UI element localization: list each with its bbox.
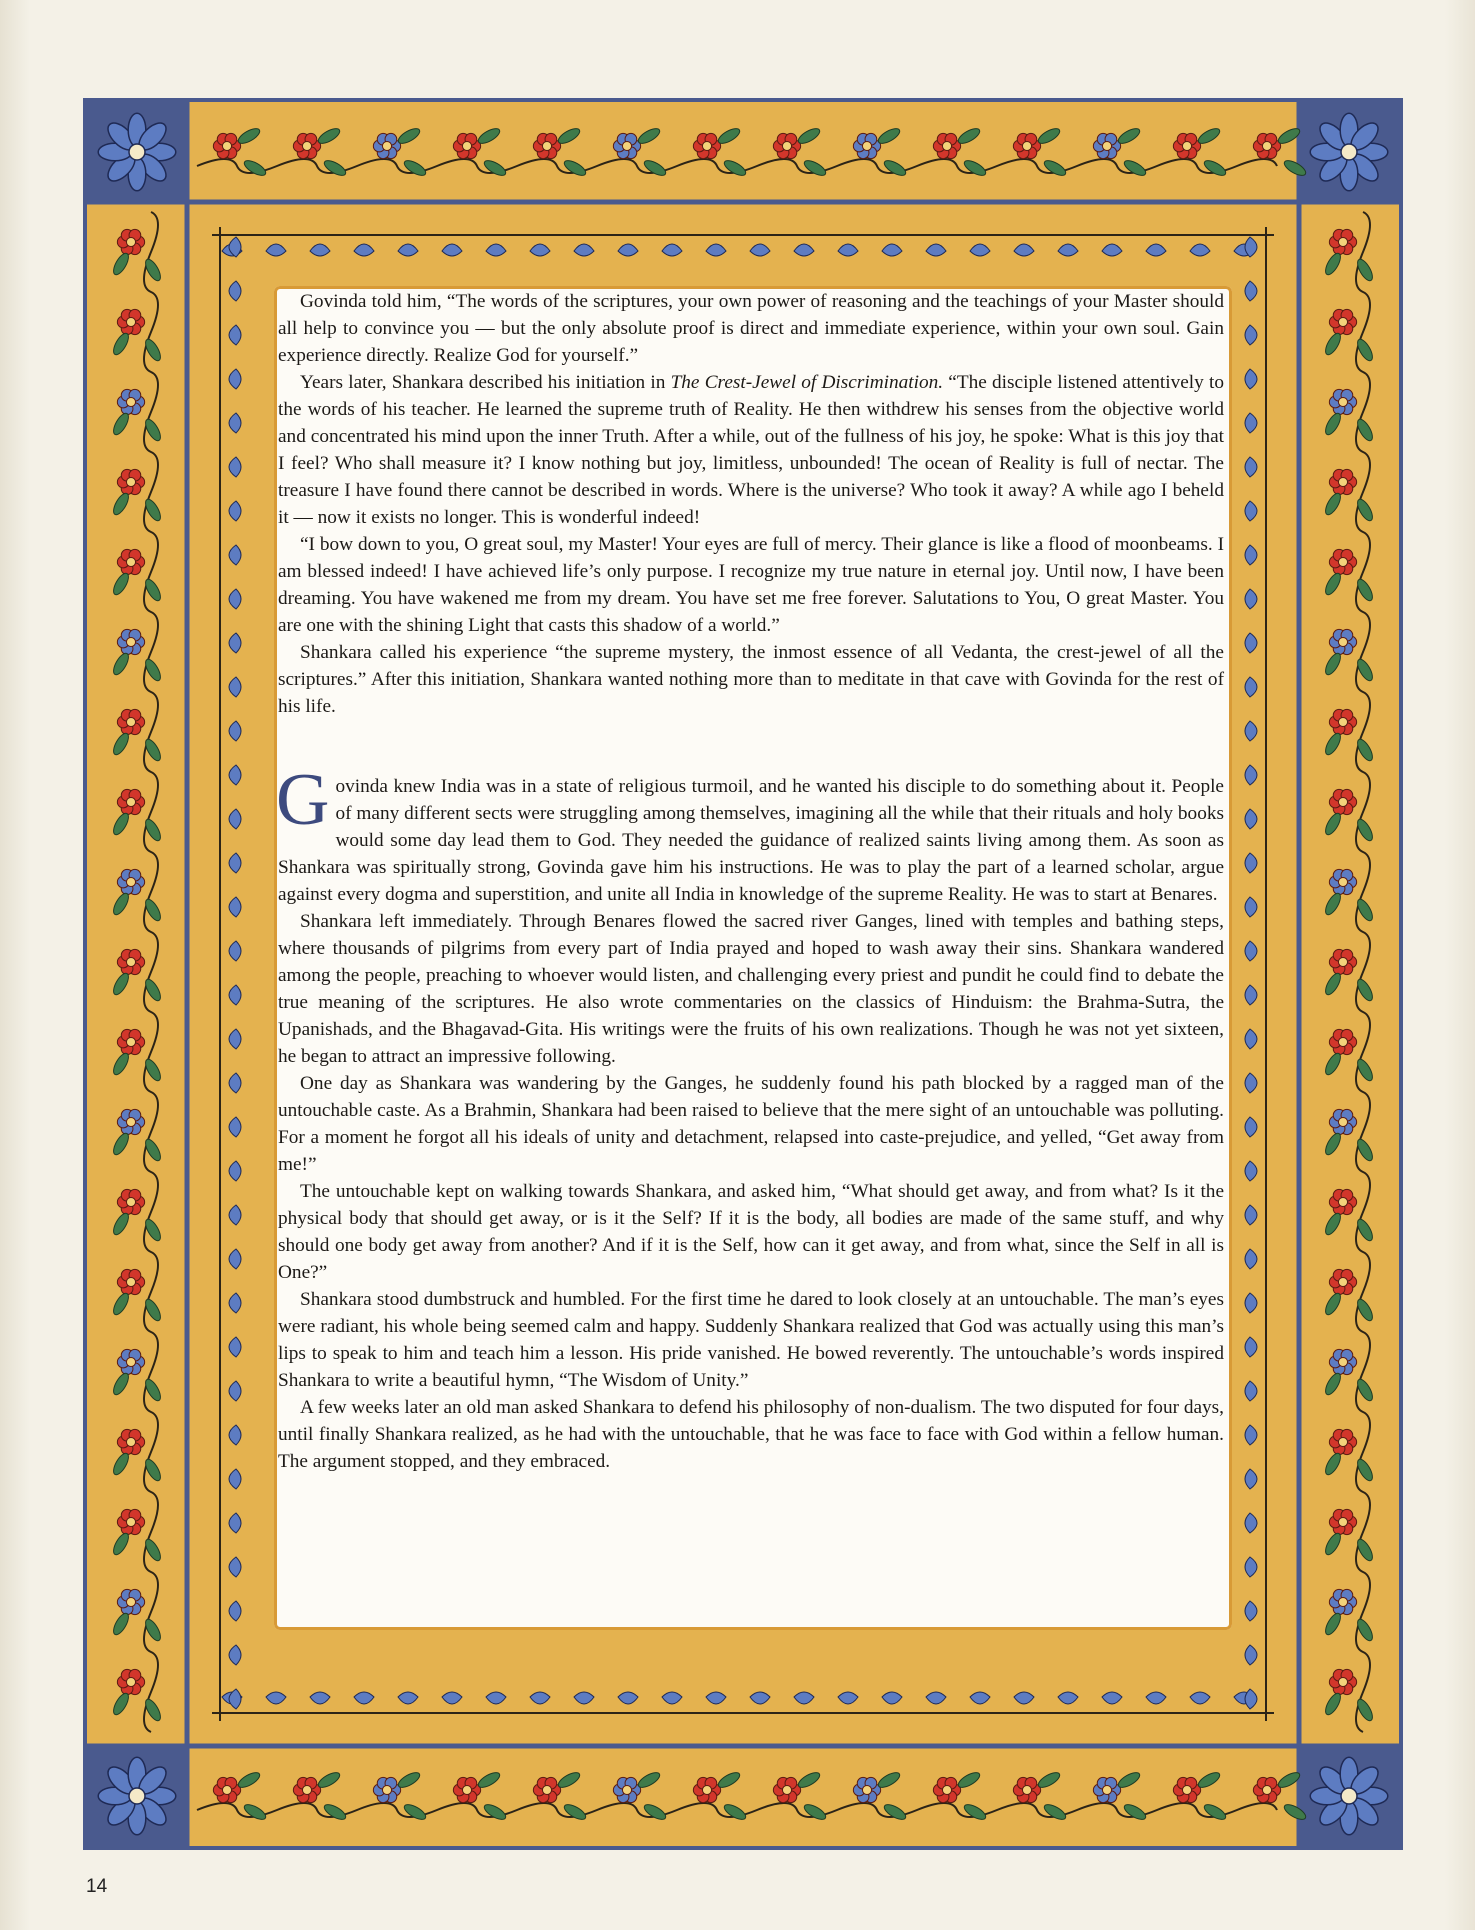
leaf: [1323, 1291, 1344, 1317]
bud: [229, 1073, 241, 1093]
bud: [229, 721, 241, 741]
flower-center: [782, 1785, 791, 1794]
leaf: [716, 126, 742, 147]
bud: [229, 677, 241, 697]
leaf: [242, 158, 268, 179]
bud: [229, 1469, 241, 1489]
leaf: [322, 1802, 348, 1823]
flower-center: [942, 1785, 951, 1794]
flower-center: [1338, 317, 1347, 326]
flower-center: [1338, 1597, 1347, 1606]
flower-center: [622, 141, 631, 150]
flower-center: [862, 1785, 871, 1794]
bud: [1245, 369, 1257, 389]
leaf: [876, 126, 902, 147]
paragraph: [276, 759, 1224, 908]
paragraph-lead: Years later, Shankara described his initiation in: [300, 372, 671, 393]
flower-center: [1338, 397, 1347, 406]
bud: [1245, 809, 1257, 829]
bud: [574, 1692, 594, 1704]
leaf: [556, 1770, 582, 1791]
bud: [1245, 765, 1257, 785]
flower-center: [862, 141, 871, 150]
leaf: [396, 126, 422, 147]
bud: [354, 1692, 374, 1704]
leaf: [1323, 491, 1344, 517]
leaf: [1202, 1802, 1228, 1823]
page-number: 14: [86, 1876, 108, 1897]
bud: [530, 244, 550, 256]
leaf: [1323, 1691, 1344, 1717]
leaf: [1323, 971, 1344, 997]
bud: [229, 633, 241, 653]
bud: [1058, 244, 1078, 256]
bud: [1245, 457, 1257, 477]
bud: [794, 244, 814, 256]
flower-center: [1338, 717, 1347, 726]
bud: [1245, 1645, 1257, 1665]
flower-center: [702, 141, 711, 150]
leaf: [316, 1770, 342, 1791]
bud: [1058, 1692, 1078, 1704]
leaf: [1323, 1611, 1344, 1637]
flower-center: [1338, 1357, 1347, 1366]
bud: [1245, 1117, 1257, 1137]
bud: [1102, 244, 1122, 256]
flower-center: [1262, 141, 1271, 150]
bud: [926, 1692, 946, 1704]
leaf: [1122, 1802, 1148, 1823]
leaf: [1202, 158, 1228, 179]
leaf: [802, 158, 828, 179]
flower-center: [1338, 557, 1347, 566]
leaf: [562, 1802, 588, 1823]
drop-cap: G: [276, 759, 330, 841]
leaf: [722, 1802, 748, 1823]
flower-center: [1102, 1785, 1111, 1794]
leaf: [111, 651, 132, 677]
leaf: [111, 251, 132, 277]
bud: [229, 1425, 241, 1445]
flower-center: [126, 1437, 135, 1446]
flower-center: [542, 1785, 551, 1794]
leaf: [316, 126, 342, 147]
bud: [1245, 1381, 1257, 1401]
leaf: [111, 571, 132, 597]
bud: [1245, 1469, 1257, 1489]
bud: [1245, 1205, 1257, 1225]
flower-center: [462, 1785, 471, 1794]
bud: [1245, 677, 1257, 697]
leaf: [636, 126, 662, 147]
bud: [229, 325, 241, 345]
leaf: [111, 491, 132, 517]
bud: [926, 244, 946, 256]
bud: [229, 765, 241, 785]
bud: [1245, 897, 1257, 917]
bud: [1014, 1692, 1034, 1704]
bud: [882, 244, 902, 256]
leaf: [111, 811, 132, 837]
paragraph-quote: “The disciple listened attentively to the words of his teacher. He learned the supreme truth of Reality. He then withdrew his senses from the objective world and concentrated his mind upon the inner Truth. After a while, out of the fullness of his joy, he spoke: What is this joy that I feel? Who shall measure it? I know nothing but joy, limitless, unbounded! The ocean of Reality is full of nectar. The treasure I have found there cannot be described in words. Where is the universe? Who took it away? A while ago I beheld it — now it exists no longer. This is wonderful indeed!: [278, 372, 1225, 528]
leaf: [111, 731, 132, 757]
bud: [838, 244, 858, 256]
leaf: [956, 126, 982, 147]
leaf: [1323, 411, 1344, 437]
bud: [750, 244, 770, 256]
bud: [229, 589, 241, 609]
flower-center: [126, 637, 135, 646]
leaf: [1323, 251, 1344, 277]
leaf: [1042, 158, 1068, 179]
bud: [1014, 244, 1034, 256]
flower-center: [1022, 141, 1031, 150]
flower-center: [1338, 957, 1347, 966]
leaf: [1323, 891, 1344, 917]
leaf: [111, 971, 132, 997]
flower-center: [126, 1677, 135, 1686]
flower-center: [1262, 1785, 1271, 1794]
bud: [229, 941, 241, 961]
flower-center: [126, 1517, 135, 1526]
flower-center: [126, 557, 135, 566]
bud: [1245, 1161, 1257, 1181]
bud: [229, 281, 241, 301]
flower-center: [382, 1785, 391, 1794]
bud: [229, 1557, 241, 1577]
leaf: [882, 1802, 908, 1823]
leaf: [482, 158, 508, 179]
flower-center: [462, 141, 471, 150]
flower-center: [222, 141, 231, 150]
bud: [882, 1692, 902, 1704]
bud: [229, 985, 241, 1005]
flower-center: [126, 1197, 135, 1206]
leaf: [1323, 1371, 1344, 1397]
section-gap: [278, 720, 1224, 773]
leaf: [1323, 331, 1344, 357]
leaf: [111, 1051, 132, 1077]
leaf: [111, 411, 132, 437]
leaf: [962, 1802, 988, 1823]
bud: [1190, 244, 1210, 256]
leaf: [482, 1802, 508, 1823]
bud: [1245, 941, 1257, 961]
flower-center: [1338, 637, 1347, 646]
leaf: [796, 126, 822, 147]
bud: [266, 1692, 286, 1704]
flower-center: [782, 141, 791, 150]
flower-center: [302, 141, 311, 150]
bud: [486, 1692, 506, 1704]
paragraph: The untouchable kept on walking towards Shankara, and asked him, “What should get away, and from what? Is it the physical body that should get away, or is it the Self? If it is the body, all bodies are made of the same stuff, and why should one body get away from another? And if it is the Self, how can it get away, and from what, since the Self in all is One?”: [278, 1181, 1224, 1283]
bud: [1245, 853, 1257, 873]
bud: [750, 1692, 770, 1704]
flower-center: [1338, 1197, 1347, 1206]
leaf: [562, 158, 588, 179]
flower-center: [1338, 1437, 1347, 1446]
leaf: [1116, 1770, 1142, 1791]
rosette-center: [1341, 1788, 1357, 1804]
bud: [229, 853, 241, 873]
bud: [229, 1029, 241, 1049]
flower-center: [1338, 1117, 1347, 1126]
leaf: [1323, 571, 1344, 597]
bud: [310, 244, 330, 256]
leaf: [1323, 651, 1344, 677]
bud: [970, 1692, 990, 1704]
bud: [662, 244, 682, 256]
paragraph: [278, 369, 1224, 531]
leaf: [111, 331, 132, 357]
leaf: [402, 1802, 428, 1823]
leaf: [1196, 126, 1222, 147]
leaf: [476, 1770, 502, 1791]
flower-center: [1102, 141, 1111, 150]
bud: [442, 1692, 462, 1704]
flower-center: [1338, 1677, 1347, 1686]
bud: [1245, 1513, 1257, 1533]
rosette-center: [1341, 144, 1357, 160]
bud: [310, 1692, 330, 1704]
leaf: [1323, 811, 1344, 837]
bud: [229, 809, 241, 829]
book-title: The Crest-Jewel of Discrimination.: [670, 372, 944, 393]
bud: [229, 369, 241, 389]
bud: [229, 545, 241, 565]
leaf: [111, 1691, 132, 1717]
leaf: [111, 1371, 132, 1397]
rosette-center: [129, 1788, 145, 1804]
leaf: [642, 1802, 668, 1823]
bud: [1146, 1692, 1166, 1704]
flower-center: [1182, 141, 1191, 150]
bud: [1245, 1337, 1257, 1357]
paragraph: Shankara left immediately. Through Benares flowed the sacred river Ganges, lined with temples and bathing steps, where thousands of pilgrims from every part of India prayed and hoped to wash away their sins. Shankara wandered among the people, preaching to whoever would listen, and challenging every priest and pundit he could find to debate the true meaning of the scriptures. He also wrote commentaries on the classics of Hinduism: the Brahma-Sutra, the Upanishads, and the Bhagavad-Gita. His writings were the fruits of his own realizations. Though he was not yet sixteen, he began to attract an impressive following.: [278, 911, 1224, 1067]
paragraph: A few weeks later an old man asked Shankara to defend his philosophy of non-dualism. The two disputed for four days, until finally Shankara realized, as he had with the untouchable, that he was face to face with God within a fellow human. The argument stopped, and they embraced.: [278, 1397, 1224, 1472]
bud: [229, 1117, 241, 1137]
bud: [1245, 1425, 1257, 1445]
leaf: [396, 1770, 422, 1791]
flower-center: [126, 237, 135, 246]
leaf: [1042, 1802, 1068, 1823]
flower-center: [1338, 1037, 1347, 1046]
leaf: [1036, 126, 1062, 147]
article-text: [278, 288, 1224, 1475]
bud: [838, 1692, 858, 1704]
bud: [706, 1692, 726, 1704]
leaf: [956, 1770, 982, 1791]
bud: [1245, 1029, 1257, 1049]
leaf: [882, 158, 908, 179]
bud: [229, 1249, 241, 1269]
flower-center: [126, 477, 135, 486]
leaf: [111, 1451, 132, 1477]
flower-center: [622, 1785, 631, 1794]
bud: [229, 1601, 241, 1621]
flower-center: [126, 1117, 135, 1126]
bud: [229, 1645, 241, 1665]
bud: [398, 244, 418, 256]
bud: [1245, 1557, 1257, 1577]
bud: [1245, 413, 1257, 433]
leaf: [1323, 1131, 1344, 1157]
flower-center: [126, 717, 135, 726]
leaf: [242, 1802, 268, 1823]
rosette-center: [129, 144, 145, 160]
bud: [574, 244, 594, 256]
paragraph: One day as Shankara was wandering by the Ganges, he suddenly found his path blocked by a ragged man of the untouchable caste. As a Brahmin, Shankara had been raised to believe that the mere sight of an untouchable was polluting. For a moment he forgot all his ideals of unity and detachment, relapsed into caste-prejudice, and yelled, “Get away from me!”: [278, 1073, 1224, 1175]
leaf: [1196, 1770, 1222, 1791]
leaf: [111, 1211, 132, 1237]
leaf: [1323, 1211, 1344, 1237]
flower-center: [126, 1357, 135, 1366]
leaf: [796, 1770, 822, 1791]
flower-center: [942, 141, 951, 150]
bud: [1245, 1293, 1257, 1313]
bud: [1146, 244, 1166, 256]
flower-center: [1182, 1785, 1191, 1794]
leaf: [402, 158, 428, 179]
flower-center: [126, 877, 135, 886]
leaf: [642, 158, 668, 179]
bud: [970, 244, 990, 256]
leaf: [962, 158, 988, 179]
leaf: [236, 126, 262, 147]
flower-center: [126, 1277, 135, 1286]
bud: [229, 897, 241, 917]
bud: [229, 1513, 241, 1533]
bud: [1102, 1692, 1122, 1704]
bud: [1245, 501, 1257, 521]
bud: [530, 1692, 550, 1704]
flower-center: [1338, 1517, 1347, 1526]
leaf: [1036, 1770, 1062, 1791]
flower-center: [126, 1597, 135, 1606]
flower-center: [126, 957, 135, 966]
leaf: [556, 126, 582, 147]
flower-center: [702, 1785, 711, 1794]
bud: [229, 457, 241, 477]
bud: [1245, 633, 1257, 653]
paragraph: Govinda told him, “The words of the scriptures, your own power of reasoning and the teachings of your Master should all help to convince you — but the only absolute proof is direct and immediate experience, within your own soul. Gain experience directly. Realize God for yourself.”: [278, 291, 1224, 366]
bud: [229, 1205, 241, 1225]
leaf: [111, 1611, 132, 1637]
bud: [229, 501, 241, 521]
flower-center: [126, 797, 135, 806]
bud: [1245, 589, 1257, 609]
bud: [1190, 1692, 1210, 1704]
bud: [662, 1692, 682, 1704]
leaf: [1323, 1531, 1344, 1557]
flower-center: [1338, 1277, 1347, 1286]
paragraph: “I bow down to you, O great soul, my Master! Your eyes are full of mercy. Their glance is like a flood of moonbeams. I am blessed indeed! I have achieved life’s only purpose. I recognize my true nature in eternal joy. Until now, I have been dreaming. You have wakened me from my dream. You have set me free forever. Salutations to You, O great Master. You are one with the shining Light that casts this shadow of a world.”: [278, 534, 1224, 636]
leaf: [722, 158, 748, 179]
flower-center: [1338, 237, 1347, 246]
bud: [1245, 1073, 1257, 1093]
leaf: [876, 1770, 902, 1791]
bud: [1245, 721, 1257, 741]
leaf: [322, 158, 348, 179]
flower-center: [382, 141, 391, 150]
bud: [618, 1692, 638, 1704]
bud: [229, 413, 241, 433]
leaf: [802, 1802, 828, 1823]
bud: [1245, 545, 1257, 565]
bud: [706, 244, 726, 256]
bud: [1245, 281, 1257, 301]
paragraph: Shankara called his experience “the supreme mystery, the inmost essence of all Vedanta, the crest-jewel of all the scriptures.” After this initiation, Shankara wanted nothing more than to meditate in that cave with Govinda for the rest of his life.: [278, 642, 1224, 717]
flower-center: [1022, 1785, 1031, 1794]
leaf: [1116, 126, 1142, 147]
bud: [794, 1692, 814, 1704]
bud: [1245, 1601, 1257, 1621]
bud: [618, 244, 638, 256]
flower-center: [302, 1785, 311, 1794]
bud: [229, 1337, 241, 1357]
bud: [1245, 985, 1257, 1005]
bud: [398, 1692, 418, 1704]
leaf: [636, 1770, 662, 1791]
bud: [229, 1161, 241, 1181]
bud: [229, 1381, 241, 1401]
flower-center: [1338, 797, 1347, 806]
leaf: [476, 126, 502, 147]
paragraph: Shankara stood dumbstruck and humbled. For the first time he dared to look closely at an untouchable. The man’s eyes were radiant, his whole being seemed calm and happy. Suddenly Shankara realized that God was actually using this man’s lips to speak to him and teach him a lesson. His pride vanished. He bowed reverently. The untouchable’s words inspired Shankara to write a beautiful hymn, “The Wisdom of Unity.”: [278, 1289, 1224, 1391]
leaf: [111, 891, 132, 917]
flower-center: [126, 397, 135, 406]
bud: [266, 244, 286, 256]
flower-center: [126, 317, 135, 326]
leaf: [716, 1770, 742, 1791]
flower-center: [222, 1785, 231, 1794]
leaf: [111, 1531, 132, 1557]
bud: [354, 244, 374, 256]
leaf: [111, 1291, 132, 1317]
leaf: [1323, 1051, 1344, 1077]
flower-center: [1338, 477, 1347, 486]
leaf: [1323, 731, 1344, 757]
bud: [442, 244, 462, 256]
flower-center: [126, 1037, 135, 1046]
bud: [229, 1293, 241, 1313]
leaf: [1323, 1451, 1344, 1477]
bud: [1245, 1249, 1257, 1269]
bud: [1245, 325, 1257, 345]
flower-center: [542, 141, 551, 150]
leaf: [236, 1770, 262, 1791]
leaf: [111, 1131, 132, 1157]
bud: [486, 244, 506, 256]
paragraph-text: ovinda knew India was in a state of religious turmoil, and he wanted his disciple to do something about it. People of many different sects were struggling among themselves, imagining all the while that their rituals and holy books would some day lead them to God. They needed the guidance of realized saints living among them. As soon as Shankara was spiritually strong, Govinda gave him his instructions. He was to play the part of a learned scholar, argue against every dogma and superstition, and unite all India in knowledge of the supreme Reality. He was to start at Benares.: [278, 776, 1224, 905]
flower-center: [1338, 877, 1347, 886]
leaf: [1122, 158, 1148, 179]
